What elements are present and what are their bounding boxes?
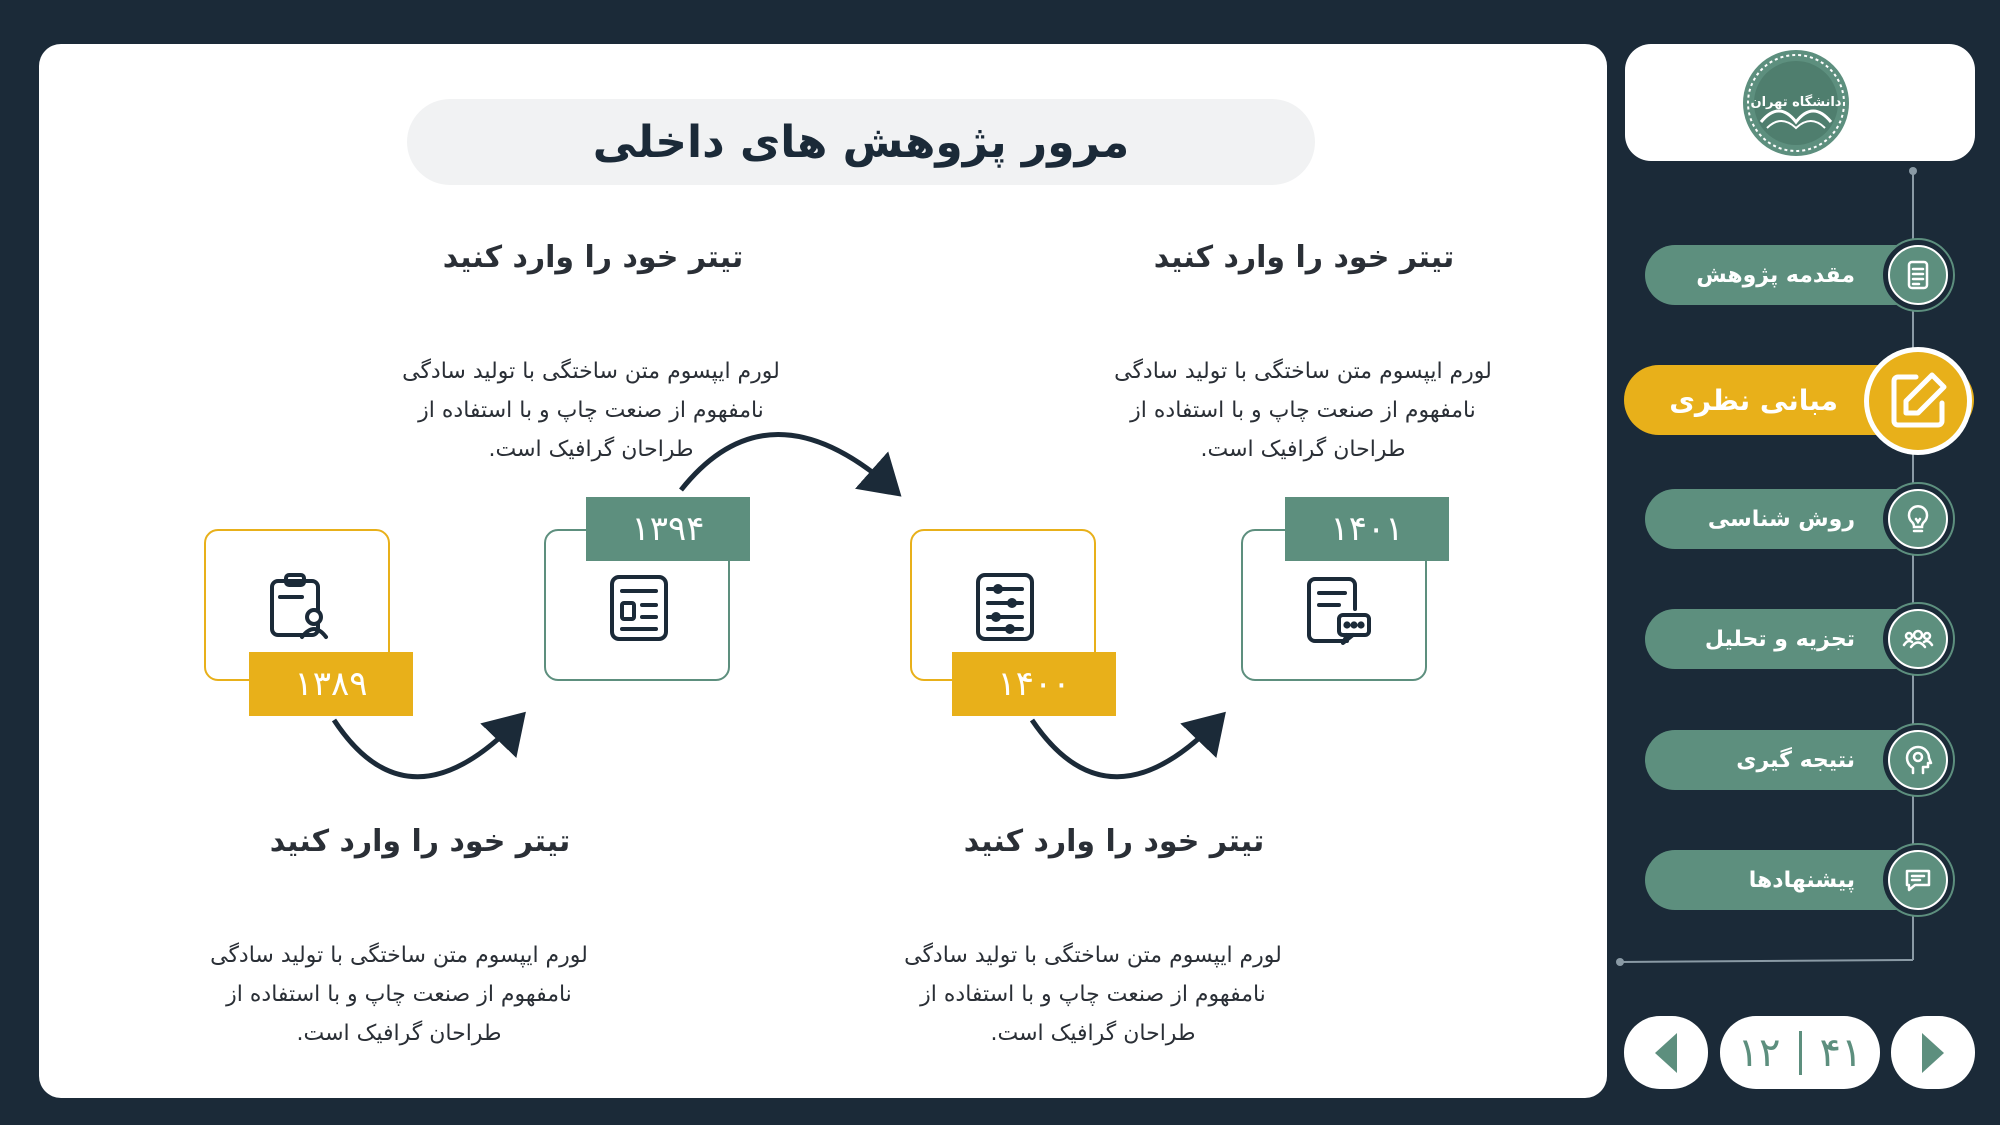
document-icon xyxy=(1901,258,1935,292)
users-icon xyxy=(1901,622,1935,656)
nav-item-theory[interactable] xyxy=(1624,365,1974,435)
nav-item-suggestions[interactable] xyxy=(1645,850,1945,910)
logo-card xyxy=(1625,44,1975,161)
year-tag-1389: ۱۳۸۹ xyxy=(249,652,413,716)
arrow-curve-1 xyxy=(334,719,519,777)
page-divider xyxy=(1799,1031,1802,1075)
nav-item-label: مبانی نظری xyxy=(1669,383,1838,417)
nav-item-conclusion[interactable] xyxy=(1645,730,1945,790)
text-line: لورم ایپسوم متن ساختگی با تولید سادگی xyxy=(1114,359,1492,384)
text-line: نامفهوم از صنعت چاپ و با استفاده از xyxy=(418,398,764,423)
next-button[interactable] xyxy=(1891,1016,1975,1089)
triangle-left-icon xyxy=(1651,1031,1681,1075)
nav-icon-ring xyxy=(1864,347,1972,455)
item-1389-heading: تیتر خود را وارد کنید xyxy=(269,824,571,859)
year-tag-1394: ۱۳۹۴ xyxy=(586,497,750,561)
text-line: طراحان گرافیک است. xyxy=(1200,437,1406,462)
arrow-1389-to-1394 xyxy=(39,44,1607,1098)
nav-item-intro[interactable] xyxy=(1645,245,1945,305)
text-line: طراحان گرافیک است. xyxy=(296,1021,502,1046)
year-tag-1401: ۱۴۰۱ xyxy=(1285,497,1449,561)
main-panel xyxy=(39,44,1607,1098)
nav-item-label: تجزیه و تحلیل xyxy=(1704,626,1855,652)
text-line: نامفهوم از صنعت چاپ و با استفاده از xyxy=(226,982,572,1007)
page-title: مرور پژوهش های داخلی xyxy=(407,99,1315,185)
nav-item-label: مقدمه پژوهش xyxy=(1696,262,1855,288)
text-line: لورم ایپسوم متن ساختگی با تولید سادگی xyxy=(210,943,588,968)
text-line: لورم ایپسوم متن ساختگی با تولید سادگی xyxy=(904,943,1282,968)
total-pages: ۴۱ xyxy=(1819,1029,1863,1076)
university-logo xyxy=(1741,48,1851,158)
logo-text: دانشگاه تهران xyxy=(1750,95,1842,110)
chat-icon xyxy=(1901,863,1935,897)
text-line: لورم ایپسوم متن ساختگی با تولید سادگی xyxy=(402,359,780,384)
nav-item-methodology[interactable] xyxy=(1645,489,1945,549)
item-1394-heading: تیتر خود را وارد کنید xyxy=(442,240,744,275)
year-tag-1400: ۱۴۰۰ xyxy=(952,652,1116,716)
prev-button[interactable] xyxy=(1624,1016,1708,1089)
nav-icon-ring xyxy=(1881,602,1955,676)
nav-icon-circle xyxy=(1888,609,1948,669)
nav-item-label: روش شناسی xyxy=(1707,506,1855,532)
nav-item-analysis[interactable] xyxy=(1645,609,1945,669)
edit-icon xyxy=(1886,369,1950,433)
nav-item-label: پیشنهادها xyxy=(1748,867,1855,893)
current-page: ۱۲ xyxy=(1737,1029,1781,1076)
item-1401-heading: تیتر خود را وارد کنید xyxy=(1153,240,1455,275)
nav-icon-ring xyxy=(1881,482,1955,556)
item-1400-heading: تیتر خود را وارد کنید xyxy=(963,824,1265,859)
triangle-right-icon xyxy=(1918,1031,1948,1075)
text-line: نامفهوم از صنعت چاپ و با استفاده از xyxy=(1130,398,1476,423)
text-line: طراحان گرافیک است. xyxy=(990,1021,1196,1046)
lightbulb-icon xyxy=(1901,502,1935,536)
nav-icon-circle xyxy=(1888,245,1948,305)
nav-icon-circle xyxy=(1888,730,1948,790)
nav-icon-circle xyxy=(1869,352,1967,450)
head-idea-icon xyxy=(1901,743,1935,777)
text-line: طراحان گرافیک است. xyxy=(488,437,694,462)
text-line: نامفهوم از صنعت چاپ و با استفاده از xyxy=(920,982,1266,1007)
nav-icon-ring xyxy=(1881,843,1955,917)
nav-icon-circle xyxy=(1888,850,1948,910)
nav-icon-ring xyxy=(1881,723,1955,797)
arrow-curve-2 xyxy=(681,435,894,491)
nav-item-label: نتیجه گیری xyxy=(1736,747,1855,773)
page-indicator xyxy=(1720,1016,1880,1089)
arrow-curve-3 xyxy=(1032,719,1219,777)
nav-icon-ring xyxy=(1881,238,1955,312)
nav-icon-circle xyxy=(1888,489,1948,549)
